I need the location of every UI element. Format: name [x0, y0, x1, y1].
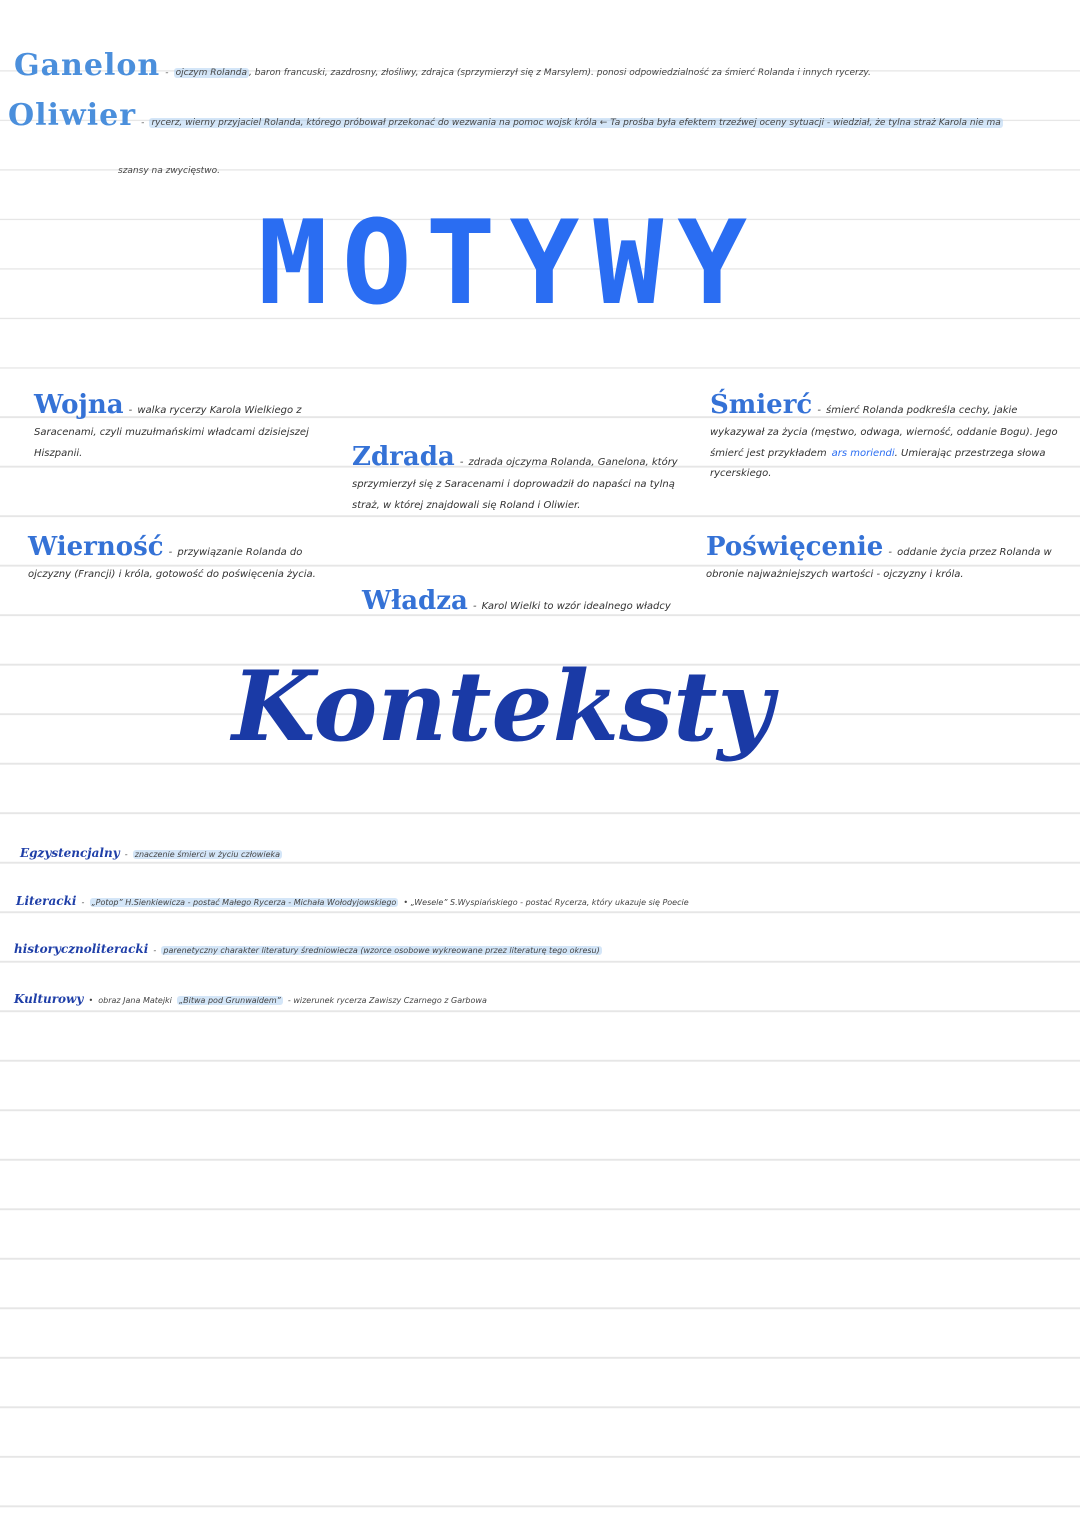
context-text-tail: - wizerunek rycerza Zawiszy Czarnego z Garbowa	[287, 996, 487, 1005]
character-highlight: ojczym Rolanda	[175, 68, 247, 78]
character-name: Oliwier	[8, 98, 137, 133]
dash: -	[153, 946, 157, 955]
dash: -	[817, 405, 821, 416]
context-egzystencjalny	[20, 842, 1060, 861]
character-description-continued: szansy na zwycięstwo.	[118, 166, 220, 176]
motif-text: przywiązanie Rolanda do ojczyzny (Francji) i króla, gotowość do poświęcenia życia.	[28, 547, 316, 580]
dash: •	[88, 996, 94, 1005]
motif-title: Zdrada	[352, 442, 455, 472]
motif-smierc	[710, 390, 1060, 482]
context-label: historycznoliteracki	[14, 942, 149, 956]
dash: -	[888, 547, 893, 558]
context-text: obraz Jana Matejki	[98, 996, 172, 1005]
motif-wladza	[362, 586, 722, 616]
motif-text: śmierć Rolanda podkreśla cechy, jakie wykazywał za życia (męstwo, odwaga, wierność, oddanie Bogu). Jego śmierć jest przykładem	[710, 405, 1058, 459]
motif-zdrada	[352, 442, 697, 513]
dash: -	[81, 898, 85, 907]
motif-text: Karol Wielki to wzór idealnego władcy	[481, 601, 671, 612]
context-literacki	[16, 890, 1066, 909]
dash: -	[165, 68, 169, 78]
context-label: Kulturowy	[14, 992, 84, 1006]
context-highlight: „Bitwa pod Grunwaldem”	[178, 996, 281, 1005]
motif-title: Śmierć	[710, 390, 813, 420]
context-historycznoliteracki	[14, 938, 1064, 957]
motif-title: Władza	[362, 586, 468, 616]
dash: -	[459, 457, 464, 468]
konteksty-title: Konteksty	[232, 650, 774, 763]
dash: -	[128, 405, 133, 416]
motif-poswiecenie	[706, 532, 1066, 583]
dash: -	[124, 850, 128, 859]
motif-title: Poświęcenie	[706, 532, 884, 562]
context-label: Literacki	[16, 894, 77, 908]
character-description: , baron francuski, zazdrosny, złośliwy, zdrajca (sprzymierzył się z Marsylem). ponosi odpowiedzialność za śmierć Rolanda i innych rycerzy.	[248, 68, 871, 78]
motif-title: Wierność	[28, 532, 164, 562]
context-label: Egzystencjalny	[20, 846, 120, 860]
dash: -	[141, 118, 145, 128]
context-kulturowy	[14, 988, 1064, 1007]
ars-moriendi: ars moriendi	[831, 447, 895, 459]
motywy-title: MOTYWY	[258, 196, 762, 331]
motif-wiernosc	[28, 532, 318, 583]
character-description: rycerz, wierny przyjaciel Rolanda, którego próbował przekonać do wezwania na pomoc wojsk króla ← Ta prośba była efektem trzeźwej oceny sytuacji - wiedział, że tylna straż Karola nie ma	[151, 118, 1001, 128]
motif-title: Wojna	[34, 390, 124, 420]
context-text-extra: • „Wesele” S.Wyspiańskiego - postać Rycerza, który ukazuje się Poecie	[403, 898, 689, 907]
motif-wojna	[34, 390, 334, 461]
motif-text-tail: . Umierając przestrzega słowa rycerskiego.	[710, 447, 1046, 479]
context-text: parenetyczny charakter literatury średniowiecza (wzorce osobowe wykreowane przez literaturę tego okresu)	[163, 946, 600, 955]
character-ganelon	[14, 48, 1064, 83]
context-text: znaczenie śmierci w życiu człowieka	[134, 850, 281, 859]
context-text: „Potop” H.Sienkiewicza - postać Małego Rycerza - Michała Wołodyjowskiego	[91, 898, 397, 907]
character-name: Ganelon	[14, 48, 161, 83]
character-oliwier	[8, 98, 1068, 133]
motif-text: walka rycerzy Karola Wielkiego z Saracenami, czyli muzułmańskimi władcami dzisiejszej Hiszpanii.	[34, 405, 309, 459]
motif-text: oddanie życia przez Rolanda w obronie najważniejszych wartości - ojczyzny i króla.	[706, 547, 1052, 580]
dash: -	[472, 601, 477, 612]
motif-text: zdrada ojczyma Rolanda, Ganelona, który sprzymierzył się z Saracenami i doprowadził do napaści na tylną straż, w której znajdowali się Roland i Oliwier.	[352, 457, 678, 511]
dash: -	[168, 547, 173, 558]
